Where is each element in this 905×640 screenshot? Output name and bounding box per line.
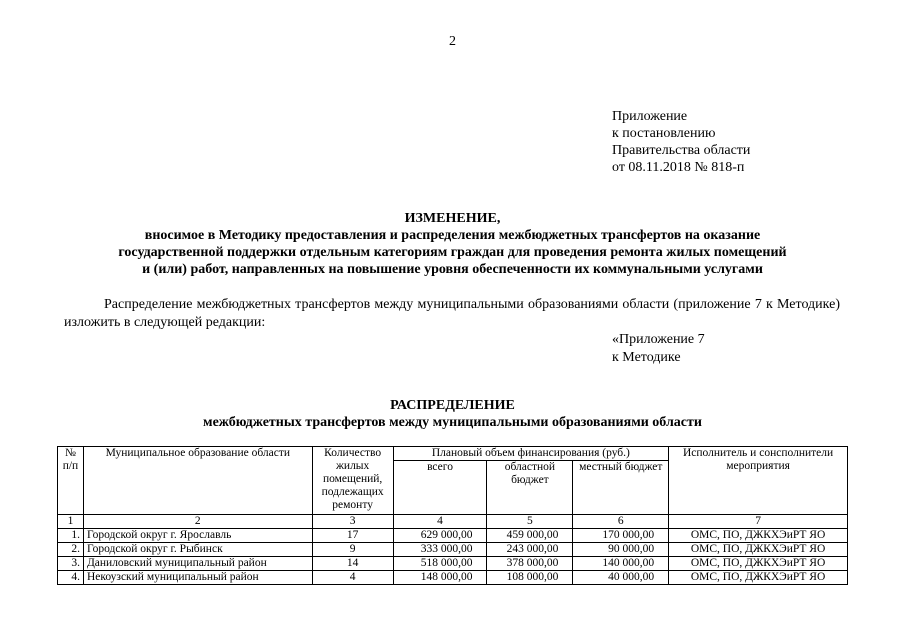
row-executor: ОМС, ПО, ДЖКХЭиРТ ЯО — [669, 557, 848, 571]
column-number: 7 — [669, 515, 848, 529]
header-financing: Плановый объем финансирования (руб.) — [393, 447, 669, 461]
header-executor: Исполнитель и сонсполнители мероприятия — [669, 447, 848, 515]
row-total: 333 000,00 — [393, 543, 487, 557]
row-regional: 378 000,00 — [487, 557, 573, 571]
appendix-7-reference — [612, 331, 705, 367]
appendix-reference — [612, 108, 750, 176]
row-total: 629 000,00 — [393, 529, 487, 543]
title-line: вносимое в Методику предоставления и распределения межбюджетных трансфертов на оказание — [144, 228, 761, 243]
document-title — [0, 210, 905, 278]
header-local: местный бюджет — [573, 461, 669, 515]
row-total: 518 000,00 — [393, 557, 487, 571]
row-regional: 459 000,00 — [487, 529, 573, 543]
column-number: 6 — [573, 515, 669, 529]
row-municipality: Некоузский муниципальный район — [83, 571, 312, 585]
row-local: 90 000,00 — [573, 543, 669, 557]
column-number: 4 — [393, 515, 487, 529]
row-local: 40 000,00 — [573, 571, 669, 585]
table-title — [0, 397, 905, 431]
row-executor: ОМС, ПО, ДЖКХЭиРТ ЯО — [669, 543, 848, 557]
row-total: 148 000,00 — [393, 571, 487, 585]
row-num: 3. — [58, 557, 84, 571]
table-heading: РАСПРЕДЕЛЕНИЕ — [390, 398, 515, 413]
table-row — [58, 529, 848, 543]
header-municipality: Муниципальное образование области — [83, 447, 312, 515]
appendix-line: от 08.11.2018 № 818-п — [612, 160, 745, 175]
column-number: 2 — [83, 515, 312, 529]
table-row — [58, 571, 848, 585]
table-row — [58, 543, 848, 557]
row-count: 17 — [312, 529, 393, 543]
row-regional: 243 000,00 — [487, 543, 573, 557]
row-local: 140 000,00 — [573, 557, 669, 571]
column-number-row — [58, 515, 848, 529]
row-municipality: Даниловский муниципальный район — [83, 557, 312, 571]
header-total: всего — [393, 461, 487, 515]
row-count: 9 — [312, 543, 393, 557]
row-municipality: Городской округ г. Ярославль — [83, 529, 312, 543]
header-regional: областной бюджет — [487, 461, 573, 515]
body-paragraph: Распределение межбюджетных трансфертов между муниципальными образованиями области (приложение 7 к Методике) изложить в следующей редакции: — [64, 297, 840, 330]
row-executor: ОМС, ПО, ДЖКХЭиРТ ЯО — [669, 571, 848, 585]
column-number: 3 — [312, 515, 393, 529]
appendix2-line: к Методике — [612, 350, 681, 365]
title-line: и (или) работ, направленных на повышение уровня обеспеченности их коммунальными услугами — [142, 262, 763, 277]
row-municipality: Городской округ г. Рыбинск — [83, 543, 312, 557]
column-number: 5 — [487, 515, 573, 529]
row-count: 4 — [312, 571, 393, 585]
table-header-row — [58, 447, 848, 461]
row-executor: ОМС, ПО, ДЖКХЭиРТ ЯО — [669, 529, 848, 543]
row-local: 170 000,00 — [573, 529, 669, 543]
title-heading: ИЗМЕНЕНИЕ, — [404, 211, 501, 226]
appendix-line: к постановлению — [612, 126, 716, 141]
row-count: 14 — [312, 557, 393, 571]
page-number: 2 — [449, 34, 456, 49]
column-number: 1 — [58, 515, 84, 529]
header-count: Количество жилых помещений, подлежащих ремонту — [312, 447, 393, 515]
title-line: государственной поддержки отдельным категориям граждан для проведения ремонта жилых помещений — [118, 245, 787, 260]
distribution-table — [57, 446, 848, 585]
row-regional: 108 000,00 — [487, 571, 573, 585]
header-num: № п/п — [58, 447, 84, 515]
appendix2-line: «Приложение 7 — [612, 332, 705, 347]
table-subheading: межбюджетных трансфертов между муниципальными образованиями области — [203, 415, 702, 430]
appendix-line: Правительства области — [612, 143, 751, 158]
appendix-line: Приложение — [612, 109, 688, 124]
table-row — [58, 557, 848, 571]
row-num: 2. — [58, 543, 84, 557]
row-num: 4. — [58, 571, 84, 585]
row-num: 1. — [58, 529, 84, 543]
